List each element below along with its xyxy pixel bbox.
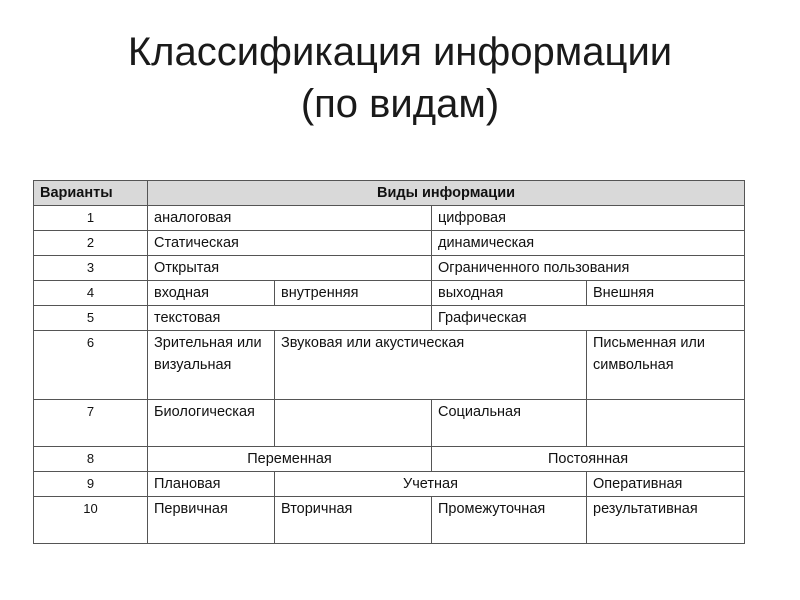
row-number: 10 — [34, 497, 148, 544]
table-header-row — [34, 181, 745, 206]
table-cell: Плановая — [148, 472, 275, 497]
row-number: 1 — [34, 206, 148, 231]
table-row — [34, 306, 745, 331]
table-cell: Звуковая или акустическая — [275, 331, 587, 400]
row-number: 6 — [34, 331, 148, 400]
table-row — [34, 497, 745, 544]
table-cell: Статическая — [148, 231, 432, 256]
table-row — [34, 231, 745, 256]
row-number: 5 — [34, 306, 148, 331]
table-cell: Учетная — [275, 472, 587, 497]
table-cell: динамическая — [432, 231, 745, 256]
table-cell: Графическая — [432, 306, 745, 331]
header-kinds: Виды информации — [148, 181, 745, 206]
classification-table — [33, 180, 745, 544]
table-cell: входная — [148, 281, 275, 306]
table-row — [34, 281, 745, 306]
header-variants: Варианты — [34, 181, 148, 206]
table-row — [34, 447, 745, 472]
table-cell: Постоянная — [432, 447, 745, 472]
table-row — [34, 472, 745, 497]
table-cell: цифровая — [432, 206, 745, 231]
row-number: 2 — [34, 231, 148, 256]
table-cell: аналоговая — [148, 206, 432, 231]
row-number: 7 — [34, 400, 148, 447]
table-cell: Зрительная или визуальная — [148, 331, 275, 400]
table-cell: результативная — [587, 497, 745, 544]
table-cell: Социальная — [432, 400, 587, 447]
table-cell: Ограниченного пользования — [432, 256, 745, 281]
table-cell: Первичная — [148, 497, 275, 544]
slide-title-line1: Классификация информации — [127, 30, 673, 74]
table-cell: Вторичная — [275, 497, 432, 544]
row-number: 3 — [34, 256, 148, 281]
table-cell: внутренняя — [275, 281, 432, 306]
table-cell: текстовая — [148, 306, 432, 331]
table-row — [34, 206, 745, 231]
slide-title-line2: (по видам) — [300, 82, 500, 126]
table-cell: Внешняя — [587, 281, 745, 306]
table-cell: Оперативная — [587, 472, 745, 497]
table-cell: Открытая — [148, 256, 432, 281]
table-cell: Переменная — [148, 447, 432, 472]
table-cell: выходная — [432, 281, 587, 306]
table-cell: Биологическая — [148, 400, 275, 447]
row-number: 8 — [34, 447, 148, 472]
row-number: 9 — [34, 472, 148, 497]
table-row — [34, 400, 745, 447]
table-cell: Промежуточная — [432, 497, 587, 544]
table-row — [34, 256, 745, 281]
row-number: 4 — [34, 281, 148, 306]
table-cell — [275, 400, 432, 447]
table-cell: Письменная или символьная — [587, 331, 745, 400]
table-row — [34, 331, 745, 400]
slide-title — [0, 26, 800, 130]
table-cell — [587, 400, 745, 447]
